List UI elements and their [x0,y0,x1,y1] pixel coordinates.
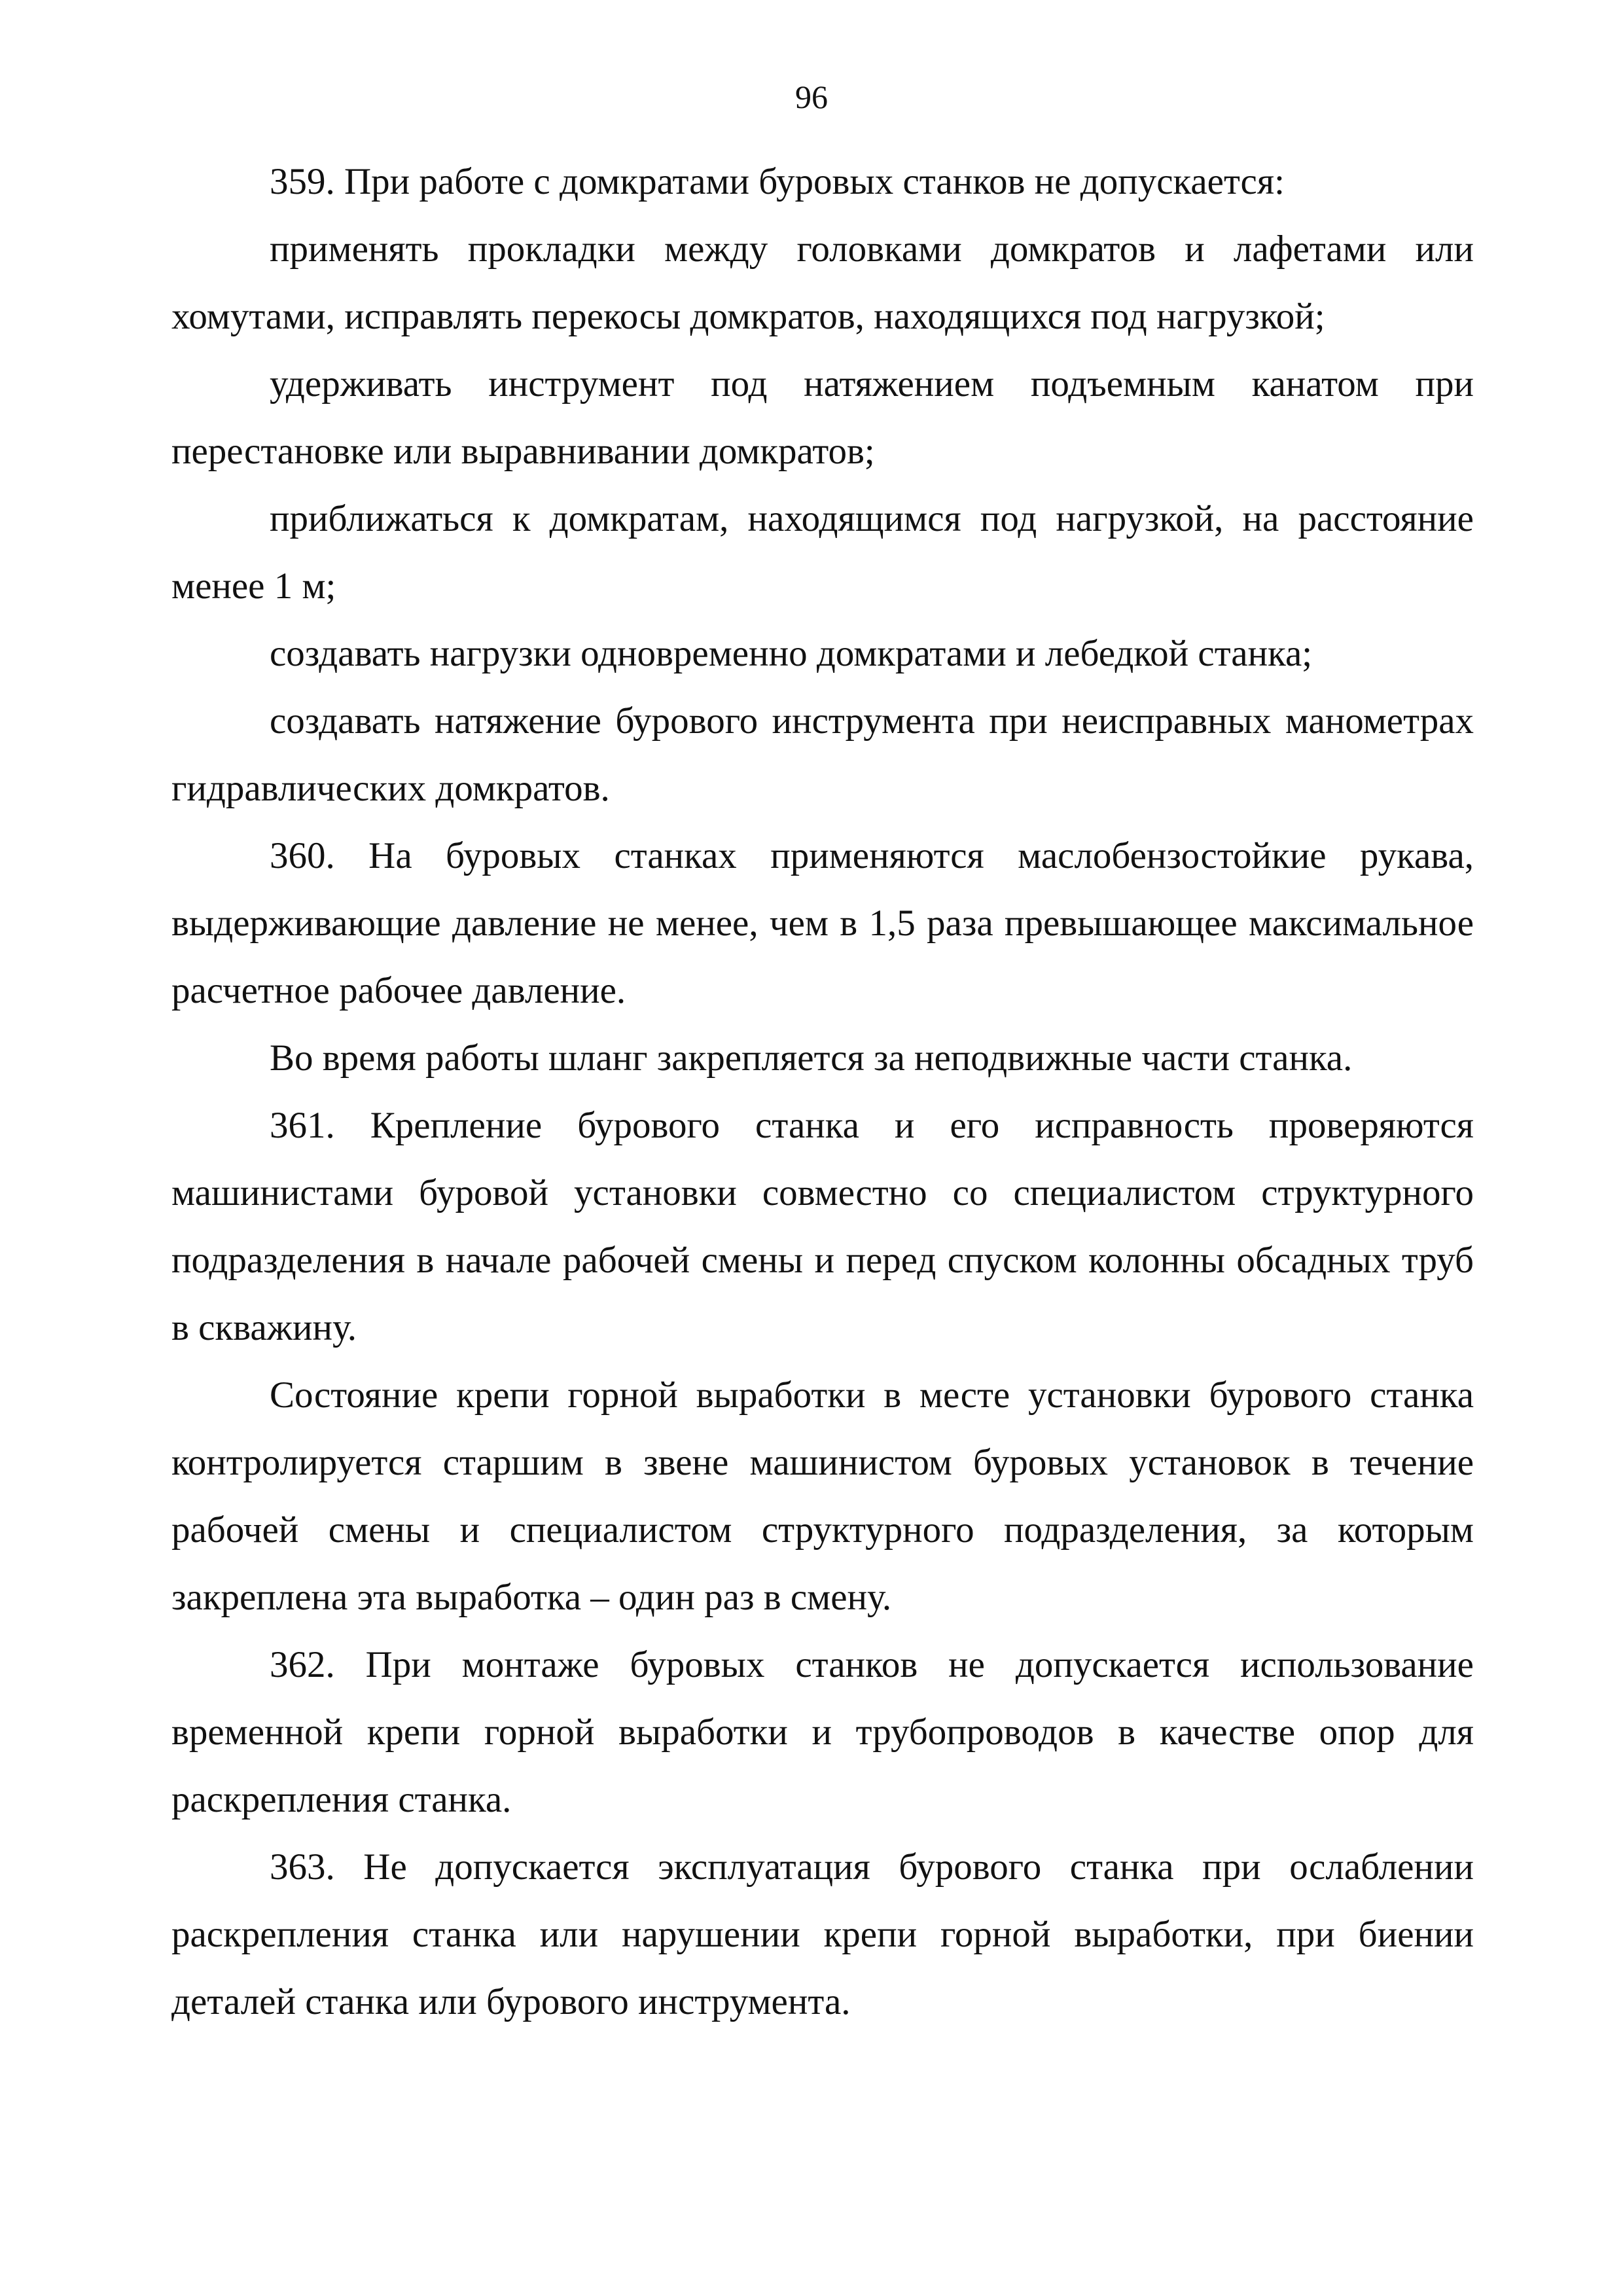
paragraph-359-item-4: создавать нагрузки одновременно домкратами и лебедкой станка; [270,633,1313,674]
paragraph-359: 359. При работе с домкратами буровых станков не допускается: [270,161,1285,202]
paragraph-359-item-5: создавать натяжение бурового инструмента при неисправных манометрах гидравлических домкратов. [171,700,1474,809]
paragraph-360: 360. На буровых станках применяются маслобензостойкие рукава, выдерживающие давление не менее, чем в 1,5 раза превышающее максимальное расчетное рабочее давление. [171,835,1474,1011]
paragraph-361: 361. Крепление бурового станка и его исправность проверяются машинистами буровой установки совместно со специалистом структурного подразделения в начале рабочей смены и перед спуском колонны обсадных труб в скважину. [171,1105,1474,1348]
document-body [171,148,1474,2036]
paragraph-359-item-1: применять прокладки между головками домкратов и лафетами или хомутами, исправлять перекосы домкратов, находящихся под нагрузкой; [171,228,1474,337]
paragraph-361-note: Состояние крепи горной выработки в месте установки бурового станка контролируется старшим в звене машинистом буровых установок в течение рабочей смены и специалистом структурного подразделения, за которым закреплена эта выработка – один раз в смену. [171,1374,1474,1618]
paragraph-362: 362. При монтаже буровых станков не допускается использование временной крепи горной выработки и трубопроводов в качестве опор для раскрепления станка. [171,1644,1474,1820]
paragraph-360-note: Во время работы шланг закрепляется за неподвижные части станка. [270,1037,1353,1079]
paragraph-359-item-3: приближаться к домкратам, находящимся под нагрузкой, на расстояние менее 1 м; [171,498,1474,607]
paragraph-359-item-2: удерживать инструмент под натяжением подъемным канатом при перестановке или выравнивании домкратов; [171,363,1474,472]
page-number: 96 [795,79,828,115]
paragraph-363: 363. Не допускается эксплуатация бурового станка при ослаблении раскрепления станка или нарушении крепи горной выработки, при биении деталей станка или бурового инструмента. [171,1846,1474,2022]
